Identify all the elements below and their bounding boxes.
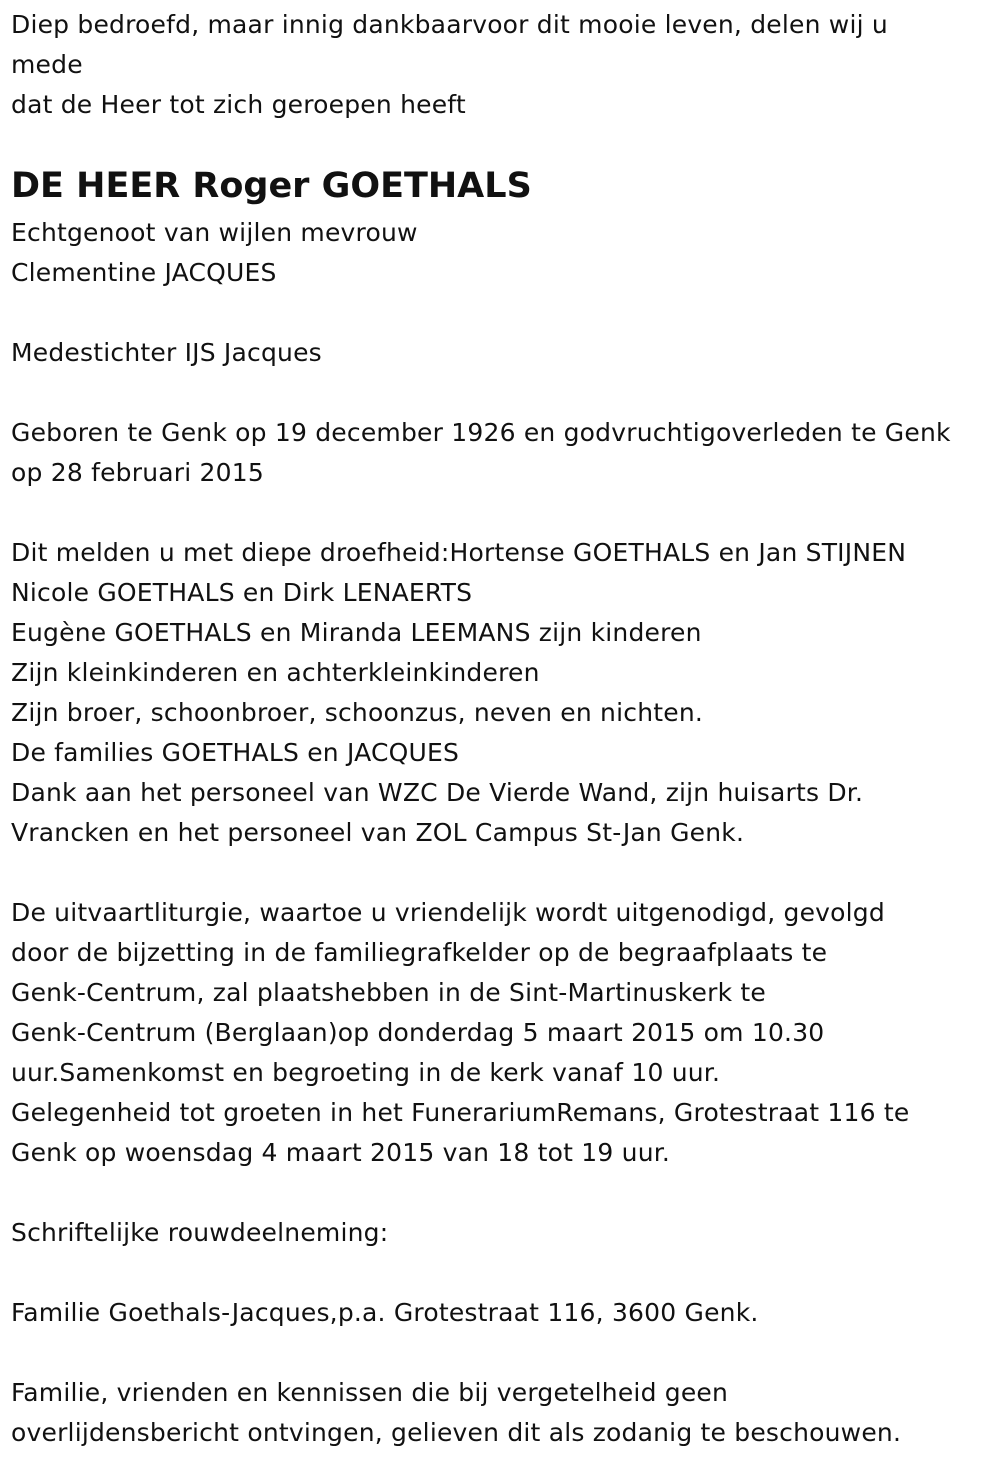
- condolence-address: Familie Goethals-Jacques,p.a. Grotestraat 116, 3600 Genk.: [11, 1298, 759, 1327]
- family-line: De families GOETHALS en JACQUES: [11, 738, 460, 767]
- funeral-line: uur.Samenkomst en begroeting in de kerk vanaf 10 uur.: [11, 1058, 721, 1087]
- spouse-line-1: Echtgenoot van wijlen mevrouw: [11, 218, 418, 247]
- spouse-line-2: Clementine JACQUES: [11, 258, 277, 287]
- funeral-line: De uitvaartliturgie, waartoe u vriendelijk wordt uitgenodigd, gevolgd: [11, 898, 885, 927]
- closing-line-1: Familie, vrienden en kennissen die bij vergetelheid geen: [11, 1378, 729, 1407]
- funeral-line: Genk-Centrum (Berglaan)op donderdag 5 maart 2015 om 10.30: [11, 1018, 825, 1047]
- intro-line-2: mede: [11, 50, 83, 79]
- funeral-line: Gelegenheid tot groeten in het FunerariumRemans, Grotestraat 116 te: [11, 1098, 910, 1127]
- dates-line-1: Geboren te Genk op 19 december 1926 en godvruchtigoverleden te Genk: [11, 418, 951, 447]
- deceased-name: DE HEER Roger GOETHALS: [11, 166, 532, 206]
- closing-line-2: overlijdensbericht ontvingen, gelieven dit als zodanig te beschouwen.: [11, 1418, 902, 1447]
- condolence-heading: Schriftelijke rouwdeelneming:: [11, 1218, 389, 1247]
- family-line: Dank aan het personeel van WZC De Vierde Wand, zijn huisarts Dr.: [11, 778, 864, 807]
- intro-line-1: Diep bedroefd, maar innig dankbaarvoor dit mooie leven, delen wij u: [11, 10, 888, 39]
- funeral-line: Genk-Centrum, zal plaatshebben in de Sint-Martinuskerk te: [11, 978, 767, 1007]
- family-line: Dit melden u met diepe droefheid:Hortense GOETHALS en Jan STIJNEN: [11, 538, 907, 567]
- family-line: Zijn broer, schoonbroer, schoonzus, neven en nichten.: [11, 698, 704, 727]
- family-line: Nicole GOETHALS en Dirk LENAERTS: [11, 578, 473, 607]
- dates-line-2: op 28 februari 2015: [11, 458, 264, 487]
- intro-line-3: dat de Heer tot zich geroepen heeft: [11, 90, 466, 119]
- family-line: Vrancken en het personeel van ZOL Campus St-Jan Genk.: [11, 818, 745, 847]
- family-line: Zijn kleinkinderen en achterkleinkinderen: [11, 658, 540, 687]
- funeral-line: Genk op woensdag 4 maart 2015 van 18 tot 19 uur.: [11, 1138, 671, 1167]
- family-line: Eugène GOETHALS en Miranda LEEMANS zijn kinderen: [11, 618, 702, 647]
- deceased-role: Medestichter IJS Jacques: [11, 338, 322, 367]
- funeral-line: door de bijzetting in de familiegrafkelder op de begraafplaats te: [11, 938, 828, 967]
